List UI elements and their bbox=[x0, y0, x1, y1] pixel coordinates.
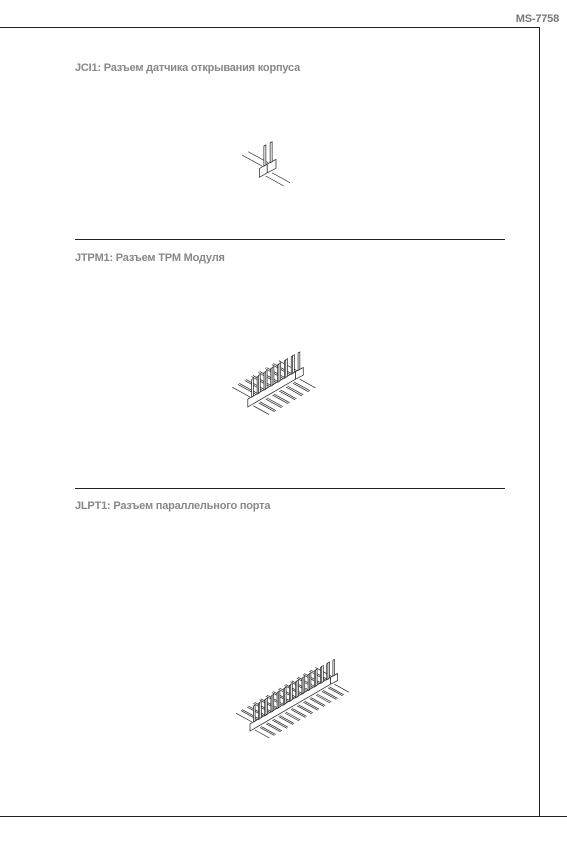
pin-lead bbox=[310, 670, 326, 679]
jci1-connector-diagram bbox=[250, 138, 310, 183]
connector-pin bbox=[272, 367, 274, 385]
connector-pin bbox=[293, 355, 295, 373]
connector-pin bbox=[264, 145, 266, 166]
connector-pin bbox=[316, 669, 318, 686]
connector-pin bbox=[266, 698, 268, 715]
connector-pin bbox=[279, 363, 281, 381]
connector-pin bbox=[322, 666, 324, 683]
pin-lead bbox=[242, 710, 258, 719]
pin-lead bbox=[279, 688, 295, 697]
connector-pin bbox=[270, 142, 272, 163]
pin-lead bbox=[248, 706, 264, 715]
section-title-jlpt1: JLPT1: Разъем параллельного порта bbox=[75, 500, 271, 512]
connector-pin bbox=[258, 375, 260, 393]
pin-lead bbox=[246, 379, 264, 389]
pin-lead bbox=[273, 364, 291, 374]
pin-lead bbox=[267, 368, 285, 378]
model-number: MS-7758 bbox=[515, 13, 559, 25]
connector-pin bbox=[303, 676, 305, 693]
connector-pin bbox=[291, 684, 293, 701]
connector-pin bbox=[252, 379, 254, 397]
pin-lead bbox=[292, 681, 308, 690]
section-divider-1 bbox=[75, 239, 505, 240]
connector-pin bbox=[286, 359, 288, 377]
pin-lead bbox=[232, 387, 250, 397]
connector-pin bbox=[298, 352, 300, 370]
section-title-jtpm1: JTPM1: Разъем TPM Модуля bbox=[75, 252, 225, 264]
connector-pin bbox=[260, 702, 262, 719]
connector-pin bbox=[309, 673, 311, 690]
pin-lead bbox=[236, 713, 252, 722]
pin-lead bbox=[260, 371, 278, 381]
connector-pin bbox=[254, 705, 256, 722]
connector-pin bbox=[285, 687, 287, 704]
connector-pin bbox=[328, 662, 330, 679]
connector-housing-front bbox=[260, 164, 268, 177]
top-rule bbox=[0, 27, 540, 28]
connector-pin bbox=[278, 691, 280, 708]
section-title-jci1: JCI1: Разъем датчика открывания корпуса bbox=[75, 62, 301, 74]
pin-lead bbox=[239, 383, 257, 393]
connector-pin bbox=[297, 680, 299, 697]
pin-lead bbox=[304, 674, 320, 683]
pin-lead bbox=[273, 692, 289, 701]
pin-lead bbox=[267, 695, 283, 704]
section-divider-2 bbox=[75, 488, 505, 489]
pin-lead bbox=[242, 155, 262, 166]
pin-lead bbox=[261, 699, 277, 708]
connector-pin bbox=[265, 371, 267, 389]
jlpt1-connector-diagram bbox=[222, 640, 392, 740]
pin-lead bbox=[255, 702, 271, 711]
jtpm1-connector-diagram bbox=[215, 335, 345, 415]
connector-pin bbox=[333, 659, 335, 676]
pin-lead bbox=[286, 684, 302, 693]
bottom-rule bbox=[0, 816, 567, 817]
connector-pin bbox=[272, 694, 274, 711]
pin-lead bbox=[253, 375, 271, 385]
pin-lead bbox=[298, 677, 314, 686]
right-border bbox=[539, 27, 540, 817]
